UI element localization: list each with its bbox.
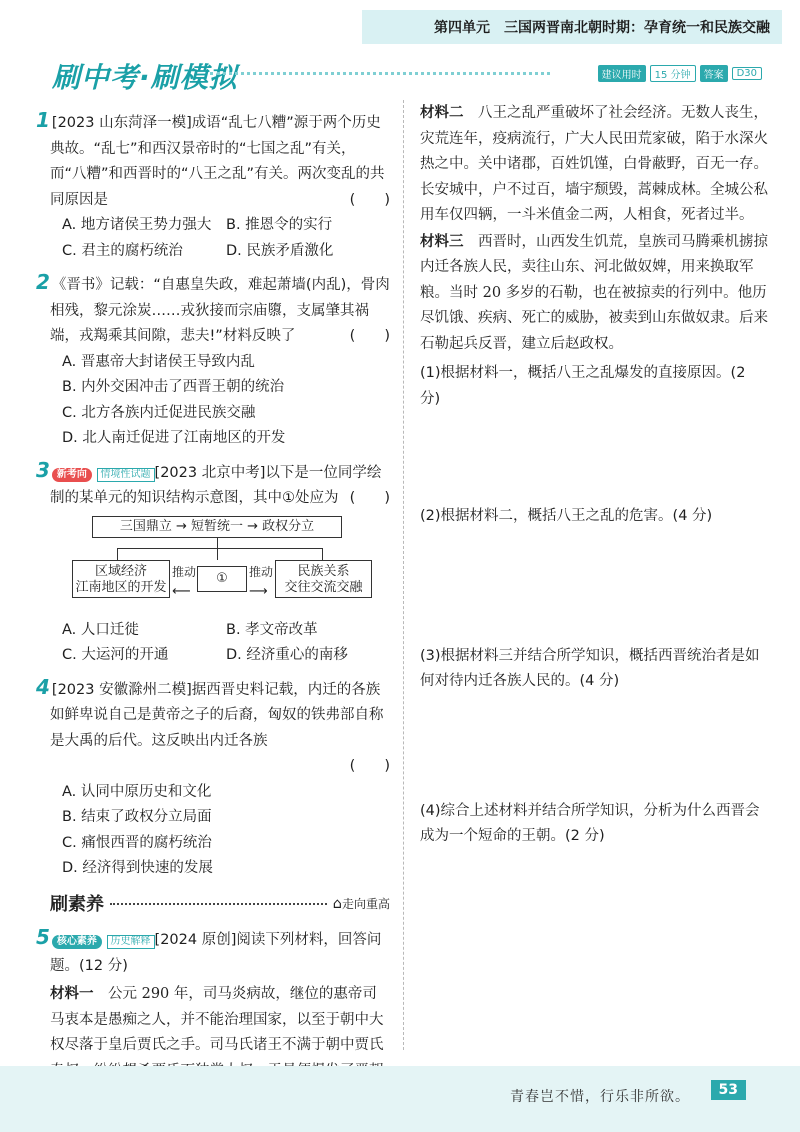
question-1 [36,108,390,264]
material-2-label: 材料二 [420,104,464,121]
question-number: 3 [36,457,50,482]
material-2 [420,100,770,229]
question-4 [36,674,390,882]
answer-code: D30 [732,67,762,80]
answer-space-2[interactable] [420,530,770,640]
option-c[interactable]: C. 君主的腐朽统治 [62,242,183,259]
diagram-right-box: 民族关系 交往交流交融 [275,560,372,598]
option-row [50,213,390,239]
diagram-arrow-left-label: 推动 [172,564,197,579]
question-number: 1 [36,108,50,132]
answer-space-3[interactable] [420,695,770,795]
option-row [50,239,390,265]
question-number: 4 [36,674,50,699]
option-c[interactable]: C. 大运河的开通 [62,647,169,663]
sub-question-1: (1)根据材料一，概括八王之乱爆发的直接原因。(2 分) [420,365,746,407]
time-value: 15 分钟 [650,65,696,82]
answer-paren: ( ) [349,490,390,506]
question-stem: [2024 原创]阅读下列材料，回答问题。(12 分) [50,932,382,974]
brand-logo: 刷中考·刷模拟 [52,61,238,94]
option-a[interactable]: A. 认同中原历史和文化 [62,783,212,800]
option-row [50,618,390,644]
page-number: 53 [711,1080,746,1100]
answer-paren: ( ) [349,328,390,344]
option-a[interactable]: A. 晋惠帝大封诸侯王导致内乱 [62,353,255,370]
unit-header [362,10,782,44]
material-1-label: 材料一 [50,985,94,1002]
diagram-arrow-left: ⟵ [172,583,191,599]
diagram-connector [117,548,118,560]
option-d[interactable]: D. 经济得到快速的发展 [62,860,213,876]
option-row [50,643,390,669]
unit-title: 第四单元 三国两晋南北朝时期：孕育统一和民族交融 [434,20,770,36]
header-dotted-line [210,72,550,75]
question-number: 5 [36,925,50,949]
question-number: 2 [36,270,50,294]
building-icon: ⌂ [332,895,342,912]
question-3 [36,457,390,669]
diagram-connector [217,538,218,548]
option-b[interactable]: B. 内外交困冲击了西晋王朝的统治 [62,379,285,395]
option-b[interactable]: B. 结束了政权分立局面 [62,809,212,825]
historical-explanation-tag: 历史解释 [107,935,155,949]
option-d[interactable]: D. 民族矛盾激化 [226,242,334,259]
answer-space-1[interactable] [420,412,770,500]
core-literacy-tag: 核心素养 [52,935,102,949]
question-2 [36,270,390,452]
left-column [36,108,390,1116]
column-divider [403,100,404,1050]
material-3-label: 材料三 [420,232,464,250]
material-3-text: 西晋时，山西发生饥荒，皇族司马腾乘机掳掠内迁各族人民，卖往山东、河北做奴婢，用来换取军粮。当时 20 多岁的石勒，也在被掠卖的行列中。他历尽饥饿、疾病、死亡的威胁，被卖到山东做奴隶。后来石勒起兵反晋，建立后赵政权。 [420,233,768,352]
right-column [420,100,770,850]
diagram-arrow-right: ⟶ [249,583,268,599]
time-label: 建议用时 [598,65,646,82]
diagram-center-box: ① [197,566,247,592]
diagram-arrow-right-label: 推动 [249,564,274,579]
answer-paren: ( ) [349,191,390,208]
sub-question-4: (4)综合上述材料并结合所学知识，分析为什么西晋会成为一个短命的王朝。(2 分) [420,802,760,844]
diagram-connector [322,548,323,560]
answer-paren: ( ) [349,758,390,774]
option-b[interactable]: B. 推恩令的实行 [226,217,333,233]
time-info [598,65,762,82]
page-footer [0,1066,800,1132]
new-trend-tag: 新考向 [52,468,92,482]
option-c[interactable]: C. 痛恨西晋的腐朽统治 [62,834,212,851]
question-stem: [2023 山东菏泽一模]成语“乱七八糟”源于两个历史典故。“乱七”和西汉景帝时的“七国之乱”有关，而“八糟”和西晋时的“八王之乱”有关。两次变乱的共同原因是 [50,115,385,208]
section-title: 刷素养 [50,893,104,915]
question-stem: 《晋书》记载：“自惠皇失政，难起萧墙(内乱)，骨肉相残，黎元涂炭……戎狄接而宗庙隳，支属肇其祸端，戎羯乘其间隙，悲夫!”材料反映了 [50,277,390,344]
diagram-connector [117,548,322,549]
option-a[interactable]: A. 地方诸侯王势力强大 [62,217,212,233]
sub-question-3: (3)根据材料三并结合所学知识，概括西晋统治者是如何对待内迁各族人民的。(4 分) [420,647,760,689]
situational-tag: 情境性试题 [97,468,155,482]
section-header [50,892,390,918]
question-stem: [2023 安徽滁州二模]据西晋史料记载，内迁的各族如鲜卑说自己是黄帝之子的后裔，匈奴的铁弗部自称是大禹的后代。这反映出内迁各族 [50,681,384,749]
section-subtitle: 走向重高 [341,896,390,911]
question-stem: [2023 北京中考]以下是一位同学绘制的某单元的知识结构示意图，其中①处应为 [50,464,382,506]
option-d[interactable]: D. 经济重心的南移 [226,647,348,663]
option-b[interactable]: B. 孝文帝改革 [226,621,318,638]
option-c[interactable]: C. 北方各族内迁促进民族交融 [62,404,256,421]
diagram-left-box: 区域经济 江南地区的开发 [72,560,170,598]
option-d[interactable]: D. 北人南迁促进了江南地区的开发 [62,430,286,446]
diagram-connector [217,548,218,560]
answer-label: 答案 [700,65,728,82]
section-dotted-line [110,903,327,905]
material-3 [420,229,770,358]
option-a[interactable]: A. 人口迁徙 [62,621,139,638]
material-2-text: 八王之乱严重破坏了社会经济。无数人丧生，灾荒连年，疫病流行，广大人民田荒家破，陷于水深火热之中。关中诸郡，百姓饥馑，白骨蔽野，百无一存。长安城中，户不过百，墙宇颓毁，蒿棘成林。全城公私用车仅四辆，一斗米值金二两，人相食，死者过半。 [420,105,768,223]
material-1-text: 公元 290 年，司马炎病故，继位的惠帝司马衷本是愚痴之人，并不能治理国家，以至于朝中大权尽落于皇后贾氏之手。司马氏诸王不满于朝中贾氏 [50,986,384,1053]
footer-motto: 青春岂不惜，行乐非所欲。 [510,1089,690,1105]
sub-question-2: (2)根据材料二，概括八王之乱的危害。(4 分) [420,508,713,524]
diagram-top-box: 三国鼎立 → 短暂统一 → 政权分立 [92,516,342,538]
knowledge-diagram [72,516,372,614]
